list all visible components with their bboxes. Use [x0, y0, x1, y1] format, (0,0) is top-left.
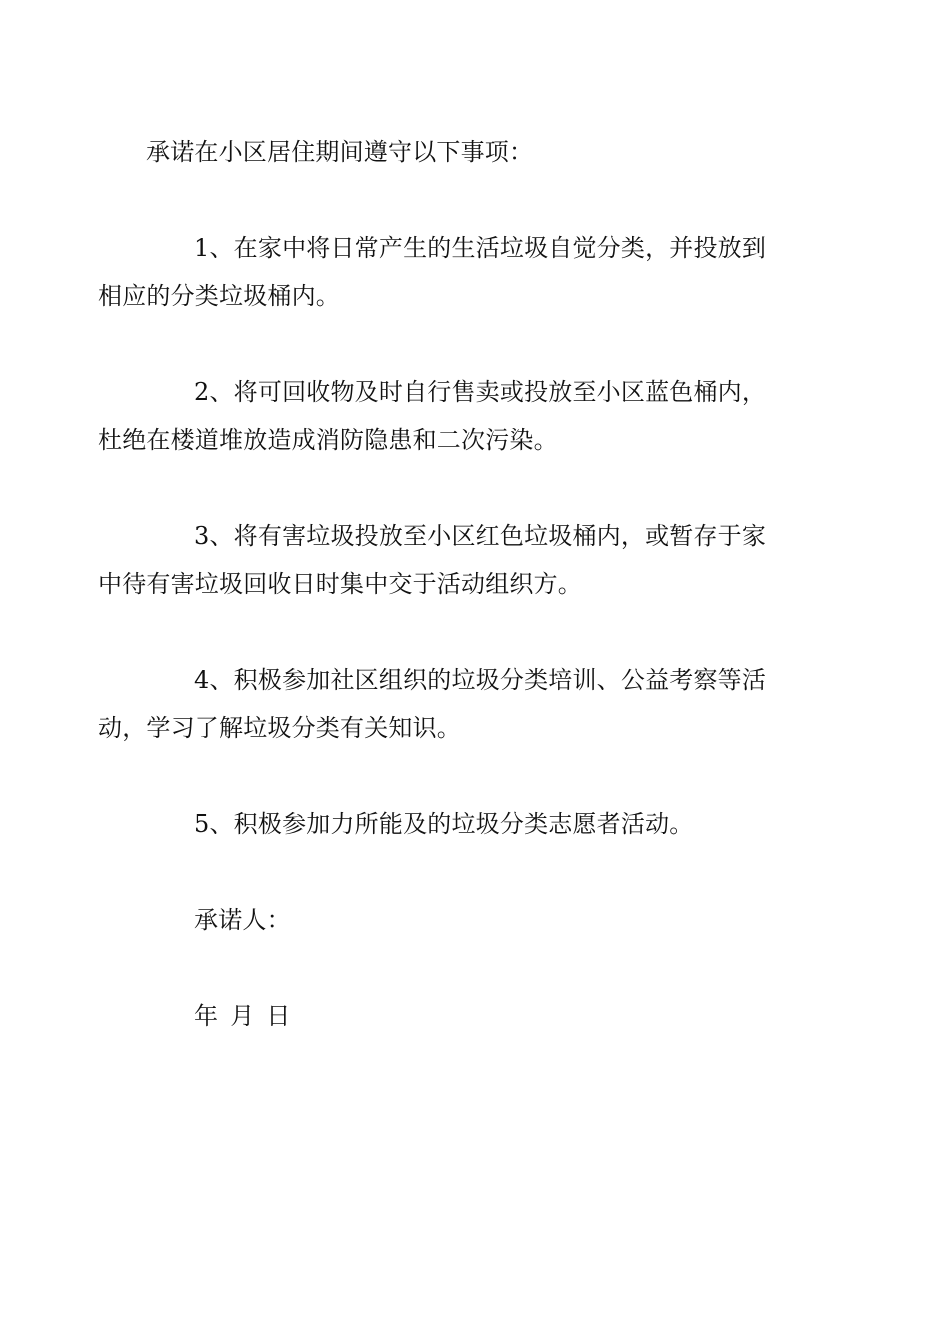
date-month: 月	[230, 1002, 255, 1030]
item-2-paragraph	[98, 368, 811, 464]
item-4-line-1: 4、积极参加社区组织的垃圾分类培训、公益考察等活	[194, 666, 767, 694]
item-1-line-1: 1、在家中将日常产生的生活垃圾自觉分类，并投放到	[194, 234, 767, 262]
item-5-line-1: 5、积极参加力所能及的垃圾分类志愿者活动。	[194, 810, 694, 838]
date-year: 年	[194, 1002, 219, 1030]
item-5-paragraph	[146, 800, 811, 848]
date-day: 日	[266, 1002, 291, 1030]
signature-label: 承诺人：	[194, 906, 291, 934]
intro-paragraph: 承诺在小区居住期间遵守以下事项：	[146, 138, 534, 166]
item-2-line-2: 杜绝在楼道堆放造成消防隐患和二次污染。	[98, 426, 558, 454]
item-3-line-2: 中待有害垃圾回收日时集中交于活动组织方。	[98, 570, 582, 598]
item-4-line-2: 动，学习了解垃圾分类有关知识。	[98, 714, 461, 742]
item-1-line-2: 相应的分类垃圾桶内。	[98, 282, 340, 310]
item-4-paragraph	[98, 656, 811, 752]
signature-date	[146, 992, 811, 1040]
item-1-paragraph	[98, 224, 811, 320]
document-body	[98, 128, 811, 1088]
item-3-paragraph	[98, 512, 811, 608]
item-2-line-1: 2、将可回收物及时自行售卖或投放至小区蓝色桶内，	[194, 378, 767, 406]
item-3-line-1: 3、将有害垃圾投放至小区红色垃圾桶内，或暂存于家	[194, 522, 767, 550]
